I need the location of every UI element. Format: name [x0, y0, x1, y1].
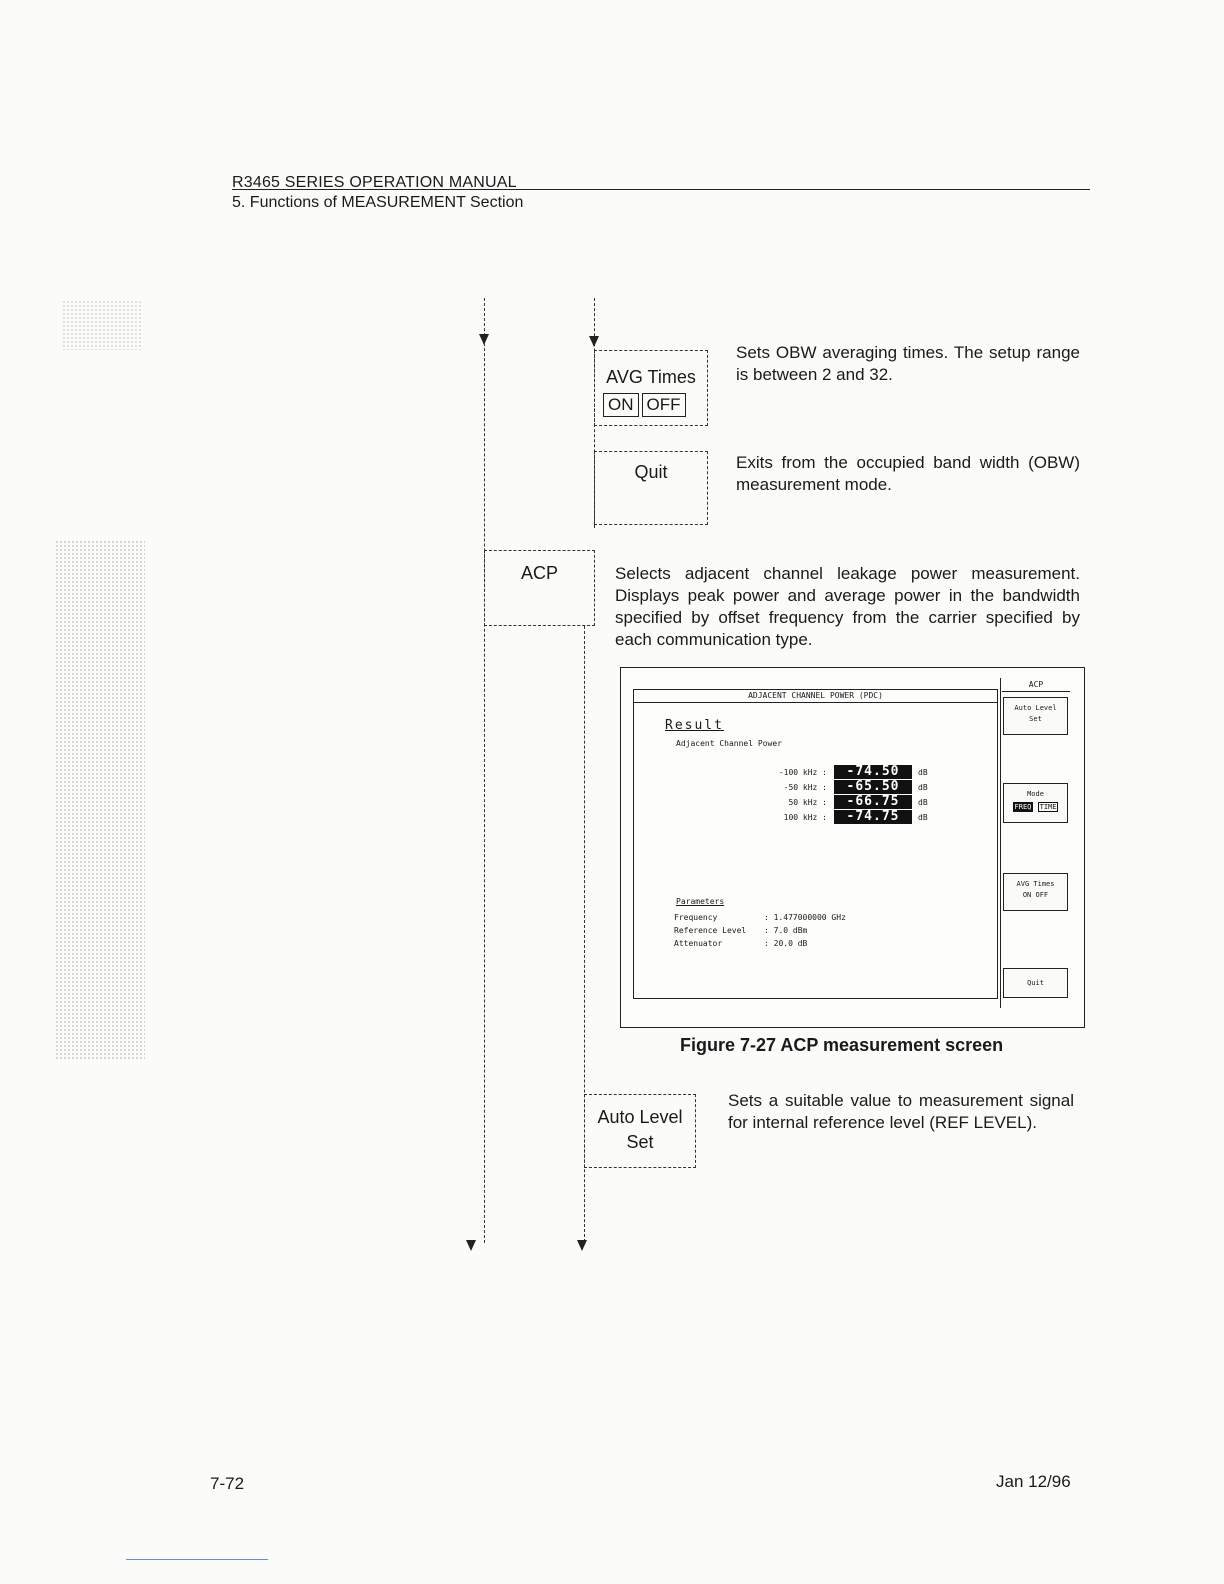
screen-avg-times-key[interactable] [1003, 873, 1068, 911]
off-option[interactable]: OFF [1035, 891, 1049, 899]
offset-label: -100 kHz : [778, 768, 827, 777]
key-label: Auto Level [1014, 704, 1057, 712]
screen-quit-key[interactable] [1003, 968, 1068, 998]
screen-auto-level-key[interactable] [1003, 697, 1068, 735]
avg-times-softkey[interactable] [594, 350, 708, 426]
avg-times-label: AVG Times [606, 367, 696, 387]
time-option[interactable]: TIME [1039, 803, 1057, 811]
on-option[interactable]: ON [1022, 891, 1032, 899]
on-option[interactable]: ON [603, 393, 639, 417]
revision-date: Jan 12/96 [996, 1472, 1071, 1491]
adjacent-channel-power-label: Adjacent Channel Power [676, 739, 782, 748]
acp-value: -74.75 [834, 810, 912, 824]
flow-arrow [466, 1240, 476, 1251]
screen-menu-title: ACP [1002, 680, 1070, 692]
unit-label: dB [918, 798, 928, 807]
unit-label: dB [918, 813, 928, 822]
quit-label: Quit [634, 462, 668, 482]
auto-level-set-softkey[interactable] [584, 1094, 696, 1168]
freq-option[interactable]: FREQ [1014, 803, 1032, 811]
quit-softkey[interactable] [594, 451, 708, 525]
manual-title: R3465 SERIES OPERATION MANUAL [232, 174, 517, 191]
auto-level-set-label: Set [626, 1132, 654, 1152]
scan-edge-line [126, 1559, 268, 1560]
flow-line-left [484, 298, 485, 1243]
avg-times-description: Sets OBW averaging times. The setup range is between 2 and 32. [736, 343, 1080, 384]
param-value: : 20.0 dB [764, 939, 808, 948]
key-label: AVG Times [1016, 880, 1055, 888]
acp-value: -65.50 [834, 780, 912, 794]
scan-noise [62, 300, 142, 350]
flow-arrow [479, 334, 489, 345]
auto-level-description: Sets a suitable value to measurement signal for internal reference level (REF LEVEL). [728, 1091, 1074, 1132]
unit-label: dB [918, 768, 928, 777]
unit-label: dB [918, 783, 928, 792]
figure-caption: Figure 7-27 ACP measurement screen [680, 1035, 1004, 1055]
flow-arrow [577, 1240, 587, 1251]
quit-description: Exits from the occupied band width (OBW) measurement mode. [736, 453, 1080, 494]
flow-arrow [589, 336, 599, 347]
acp-softkey[interactable] [484, 550, 595, 626]
acp-value: -66.75 [834, 795, 912, 809]
on-off-toggle[interactable] [603, 393, 707, 417]
page-number: 7-72 [210, 1474, 245, 1493]
screen-title: ADJACENT CHANNEL POWER (PDC) [633, 689, 998, 703]
acp-label: ACP [520, 563, 558, 583]
scan-noise [55, 540, 145, 1060]
param-value: : 7.0 dBm [764, 926, 808, 935]
screen-display-area [633, 689, 998, 999]
param-name: Reference Level [674, 926, 747, 935]
offset-label: 50 kHz : [788, 798, 827, 807]
key-label: Mode [1027, 790, 1044, 798]
header-rule [232, 189, 1090, 190]
parameters-heading: Parameters [676, 897, 725, 906]
section-title: 5. Functions of MEASUREMENT Section [232, 194, 524, 211]
result-heading: Result [665, 718, 724, 733]
param-name: Frequency [674, 913, 718, 922]
off-option[interactable]: OFF [642, 393, 686, 417]
param-name: Attenuator [674, 939, 723, 948]
acp-value: -74.50 [834, 765, 912, 779]
key-label: Quit [1027, 979, 1044, 987]
param-value: : 1.477000000 GHz [764, 913, 846, 922]
screen-mode-key[interactable] [1003, 783, 1068, 823]
offset-label: 100 kHz : [783, 813, 827, 822]
key-label: Set [1029, 715, 1042, 723]
offset-label: -50 kHz : [783, 783, 827, 792]
auto-level-label: Auto Level [597, 1107, 683, 1127]
acp-description: Selects adjacent channel leakage power measurement. Displays peak power and average power in the bandwidth specified by offset frequency from the carrier specified by each communication type. [615, 564, 1080, 649]
